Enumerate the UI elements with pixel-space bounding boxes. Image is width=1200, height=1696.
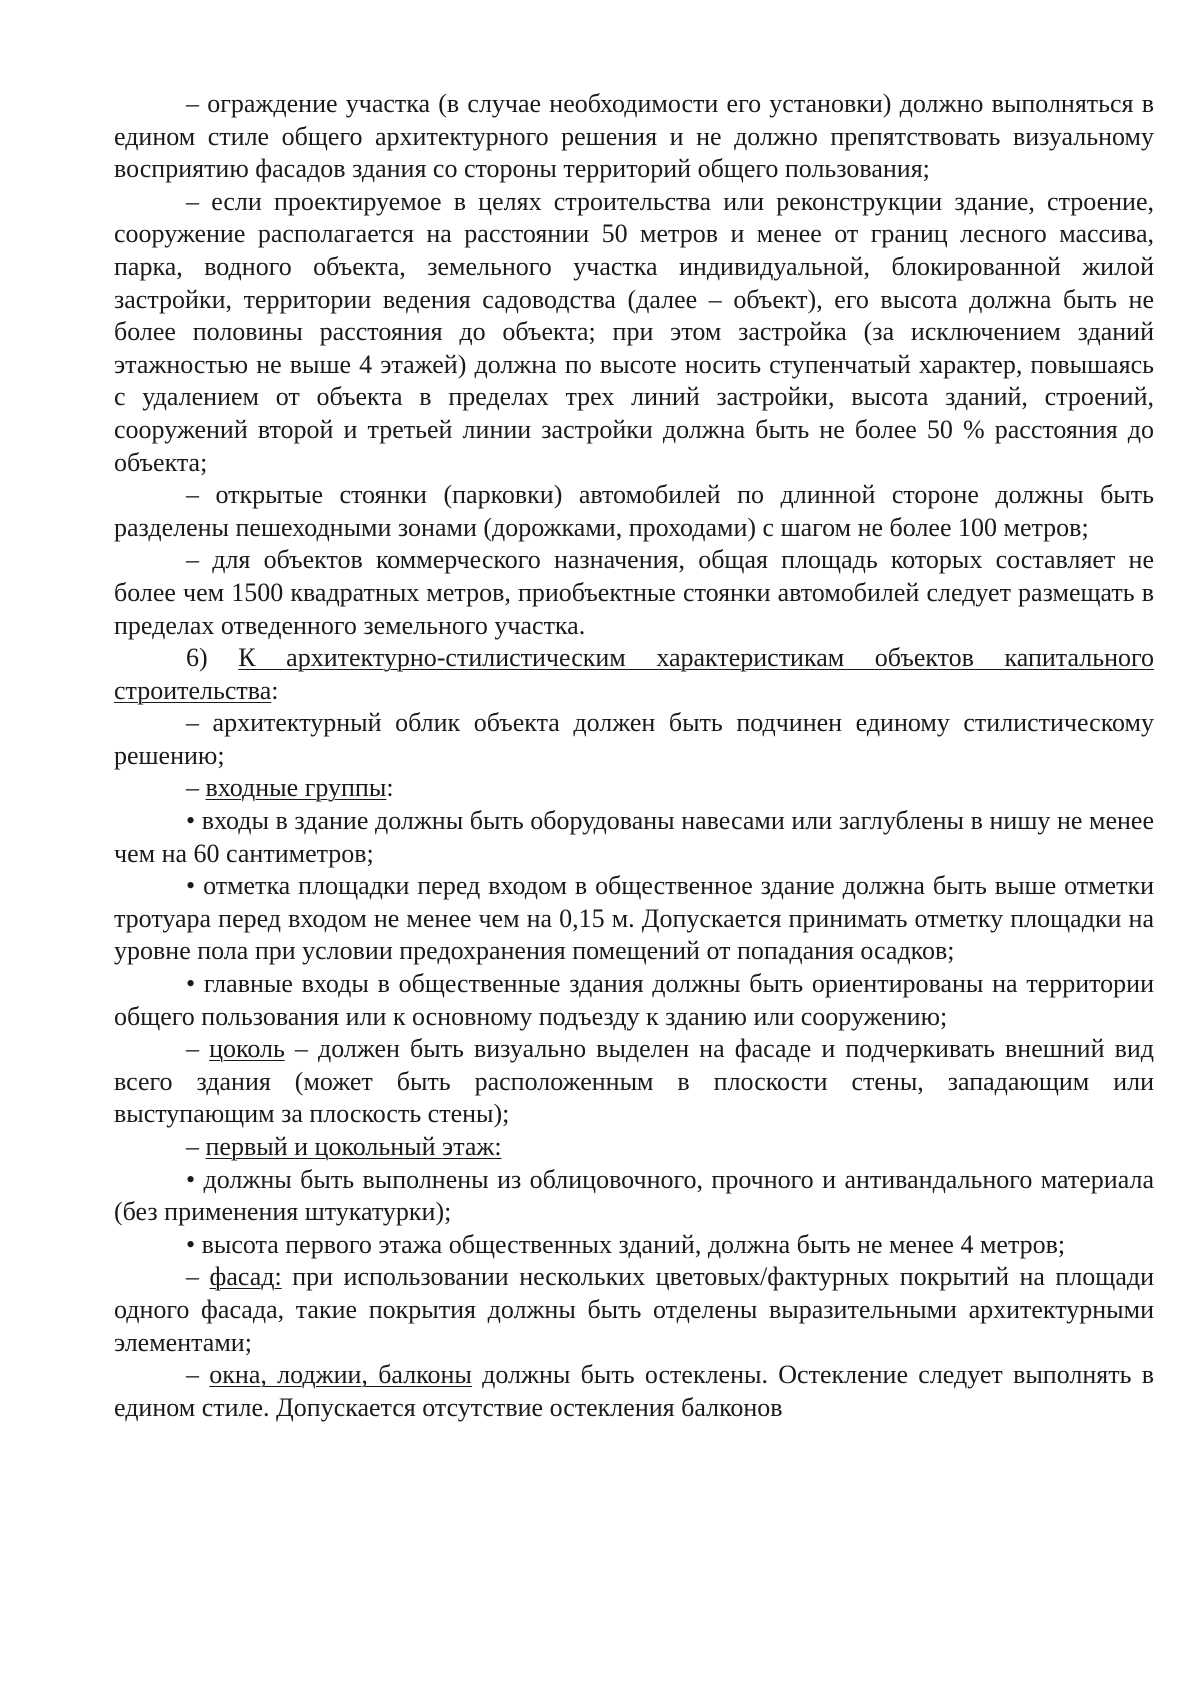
bullet-text: • входы в здание должны быть оборудованы навесами или заглублены в нишу не менее чем на 60 сантиметров; <box>114 806 1154 868</box>
paragraph-building-height <box>114 186 1154 479</box>
dash: – <box>186 1360 210 1390</box>
subheading-term: окна, лоджии, балконы <box>209 1360 472 1390</box>
bullet-entrance-canopies <box>114 805 1154 870</box>
section-title-colon: : <box>271 675 279 705</box>
paragraph-text: – архитектурный облик объекта должен быть подчинен единому стилистическому решению; <box>114 708 1154 770</box>
paragraph-text: – открытые стоянки (парковки) автомобилей по длинной стороне должны быть разделены пешеходными зонами (дорожками, проходами) с шагом не более 100 метров; <box>114 480 1154 542</box>
subheading-term: первый и цокольный этаж: <box>205 1132 502 1161</box>
subheading-term: цоколь <box>209 1034 285 1064</box>
bullet-first-floor-height <box>114 1229 1154 1262</box>
bullet-text: • отметка площадки перед входом в общественное здание должна быть выше отметки тротуара перед входом не менее чем на 0,15 м. Допускается принимать отметку площадки на уровне пола при условии предохранения помещений от попадания осадков; <box>114 871 1154 966</box>
dash: – <box>186 1034 210 1064</box>
subheading-term: фасад: <box>209 1262 282 1292</box>
bullet-facing-material <box>114 1164 1154 1229</box>
paragraph-windows-balconies <box>114 1359 1154 1424</box>
section-title: К архитектурно-стилистическим характеристикам объектов капитального строительства <box>114 643 1154 705</box>
paragraph-text: – должен быть визуально выделен на фасаде и подчеркивать внешний вид всего здания (может быть расположенным в плоскости стены, западающим или выступающим за плоскость стены); <box>114 1034 1155 1129</box>
subheading-first-floor <box>114 1131 1154 1164</box>
dash: – <box>186 773 206 803</box>
document-page <box>114 88 1154 1424</box>
paragraph-parking-zones <box>114 479 1154 544</box>
paragraph-fence <box>114 88 1154 186</box>
bullet-text: • должны быть выполнены из облицовочного, прочного и антивандального материала (без применения штукатурки); <box>114 1164 1154 1227</box>
paragraph-architectural-appearance <box>114 707 1154 772</box>
paragraph-commercial-parking <box>114 544 1154 642</box>
section-number: 6) <box>186 643 239 673</box>
bullet-platform-elevation <box>114 870 1154 968</box>
paragraph-text: при использовании нескольких цветовых/фактурных покрытий на площади одного фасада, такие покрытия должны быть отделены выразительными архитектурными элементами; <box>114 1262 1155 1357</box>
bullet-main-entrances <box>114 968 1154 1033</box>
paragraph-facade <box>114 1261 1154 1359</box>
subheading-colon: : <box>386 773 394 803</box>
bullet-text: • главные входы в общественные здания должны быть ориентированы на территории общего пользования или к основному подъезду к зданию или сооружению; <box>114 969 1154 1031</box>
paragraph-text: – ограждение участка (в случае необходимости его установки) должно выполняться в едином стиле общего архитектурного решения и не должно препятствовать визуальному восприятию фасадов здания со стороны территорий общего пользования; <box>114 89 1154 184</box>
dash: – <box>186 1132 206 1161</box>
paragraph-text: – для объектов коммерческого назначения, общая площадь которых составляет не более чем 1500 квадратных метров, приобъектные стоянки автомобилей следует размещать в пределах отведенного земельного участка. <box>114 545 1154 640</box>
bullet-text: • высота первого этажа общественных зданий, должна быть не менее 4 метров; <box>186 1229 1066 1259</box>
section-heading-architectural-style <box>114 642 1154 707</box>
paragraph-text: должны быть остеклены. Остекление следует выполнять в едином стиле. Допускается отсутствие остекления балконов <box>114 1360 1155 1422</box>
subheading-term: входные группы <box>205 773 387 803</box>
subheading-entrance-groups <box>114 772 1154 805</box>
dash: – <box>186 1262 210 1292</box>
paragraph-plinth <box>114 1033 1154 1131</box>
paragraph-text: – если проектируемое в целях строительства или реконструкции здание, строение, сооружение располагается на расстоянии 50 метров и менее от границ лесного массива, парка, водного объекта, земельного участка индивидуальной, блокированной жилой застройки, территории ведения садоводства (далее – объект), его высота должна быть не более половины расстояния до объекта; при этом застройка (за исключением зданий этажностью не выше 4 этажей) должна по высоте носить ступенчатый характер, повышаясь с удалением от объекта в пределах трех линий застройки, высота зданий, строений, сооружений второй и третьей линии застройки должна быть не более 50 % расстояния до объекта; <box>114 186 1154 477</box>
